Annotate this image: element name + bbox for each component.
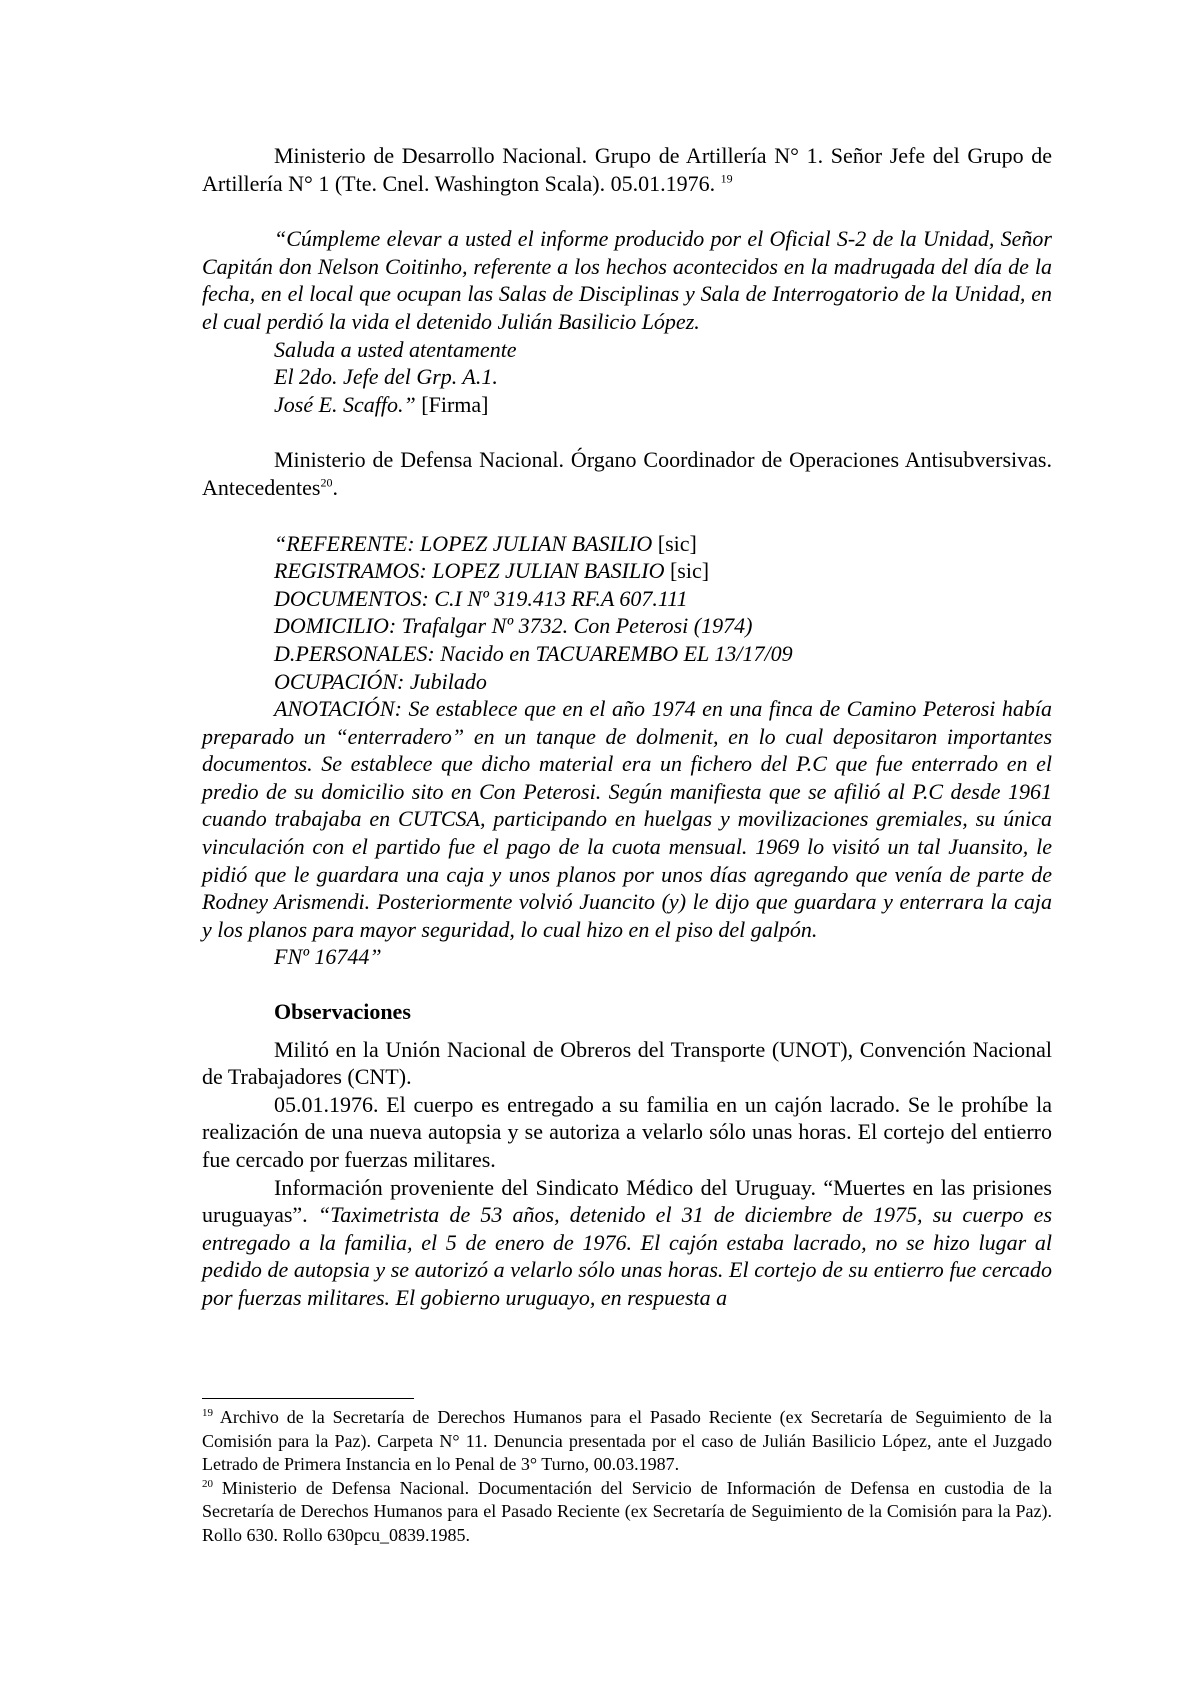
footnote-19: $^{19}$ Archivo de la Secretaría de Derechos Humanos para el Pasado Reciente (ex Secretaría de Seguimiento de la Comisión para la Paz). Carpeta N° 11. Denuncia presentada por el caso de Julián Basilicio López, ante el Juzgado Letrado de Primera Instancia en lo Penal de 3° Turno, 00.03.1987.: [202, 1407, 1052, 1475]
footnotes: [202, 1406, 1052, 1548]
record-registramos: REGISTRAMOS: LOPEZ JULIAN BASILIO [sic]: [274, 558, 710, 584]
opening-paragraph: Ministerio de Desarrollo Nacional. Grupo de Artillería N° 1. Señor Jefe del Grupo de Artillería N° 1 (Tte. Cnel. Washington Scala). 05.01.1976. $^{19}$: [202, 143, 1052, 196]
quote-closing-salutation: Saluda a usted atentamente: [274, 336, 517, 362]
record-documentos: DOCUMENTOS: C.I Nº 319.413 RF.A 607.111: [274, 585, 688, 611]
quote-closing-signature: José E. Scaffo.” [Firma]: [274, 391, 489, 417]
footnote-20: $^{20}$ Ministerio de Defensa Nacional. Documentación del Servicio de Información de Defensa en custodia de la Secretaría de Derechos Humanos para el Pasado Reciente (ex Secretaría de Seguimiento de la Comisión para la Paz). Rollo 630. Rollo 630pcu_0839.1985.: [202, 1477, 1053, 1545]
observaciones-paragraph-2: 05.01.1976. El cuerpo es entregado a su familia en un cajón lacrado. Se le prohíbe la realización de una nueva autopsia y se autoriza a velarlo sólo unas horas. El cortejo del entierro fue cercado por fuerzas militares.: [202, 1091, 1052, 1172]
record-anotacion: ANOTACIÓN: Se establece que en el año 1974 en una finca de Camino Peterosi había preparado un “enterradero” en un tanque de dolmenit, en lo cual depositaron importantes documentos. Se establece que dicho material era un fichero del P.C que fue enterrado en el predio de su domicilio sito en Con Peterosi. Según manifiesta que se afilió al P.C desde 1961 cuando trabajaba en CUTCSA, participando en huelgas y movilizaciones gremiales, su única vinculación con el partido fue el pago de la cuota mensual. 1969 lo visitó un tal Juansito, le pidió que le guardara una caja y unos planos por unos días agregando que venía de parte de Rodney Arismendi. Posteriormente volvió Juancito (y) le dijo que guardara y enterrara la caja y los planos para mayor seguridad, lo cual hizo en el piso del galpón.: [202, 696, 1052, 942]
footnote-ref-20[interactable]: 20: [320, 475, 333, 490]
observaciones-heading: Observaciones: [274, 999, 411, 1025]
record-domicilio: DOMICILIO: Trafalgar Nº 3732. Con Peterosi (1974): [274, 613, 753, 639]
report-quote: “Cúmpleme elevar a usted el informe producido por el Oficial S-2 de la Unidad, Señor Capitán don Nelson Coitinho, referente a los hechos acontecidos en la madrugada del día de la fecha, en el local que ocupan las Salas de Disciplinas y Sala de Interrogatorio de la Unidad, en el cual perdió la vida el detenido Julián Basilicio López.: [202, 226, 1052, 334]
record-fn: FNº 16744”: [274, 944, 382, 970]
body-text: [202, 142, 1052, 1312]
footnote-separator: [202, 1398, 414, 1399]
observaciones-paragraph-3: Información proveniente del Sindicato Médico del Uruguay. “Muertes en las prisiones uruguayas”. “Taximetrista de 53 años, detenido el 31 de diciembre de 1975, su cuerpo es entregado a la familia, el 5 de enero de 1976. El cajón estaba lacrado, no se hizo lugar al pedido de autopsia y se autorizó a velarlo sólo unas horas. El cortejo de su entierro fue cercado por fuerzas militares. El gobierno uruguayo, en respuesta a: [202, 1174, 1053, 1310]
footnote-ref-19[interactable]: 19: [720, 171, 733, 186]
record-ocupacion: OCUPACIÓN: Jubilado: [274, 668, 487, 694]
antecedentes-paragraph: Ministerio de Defensa Nacional. Órgano Coordinador de Operaciones Antisubversivas. Antecedentes$^{20}$.: [202, 447, 1052, 500]
record-personales: D.PERSONALES: Nacido en TACUAREMBO EL 13/17/09: [274, 640, 793, 666]
observaciones-paragraph-1: Militó en la Unión Nacional de Obreros del Transporte (UNOT), Convención Nacional de Trabajadores (CNT).: [202, 1036, 1052, 1090]
quote-closing-rank: El 2do. Jefe del Grp. A.1.: [274, 364, 498, 390]
record-referente: “REFERENTE: LOPEZ JULIAN BASILIO [sic]: [274, 530, 697, 556]
